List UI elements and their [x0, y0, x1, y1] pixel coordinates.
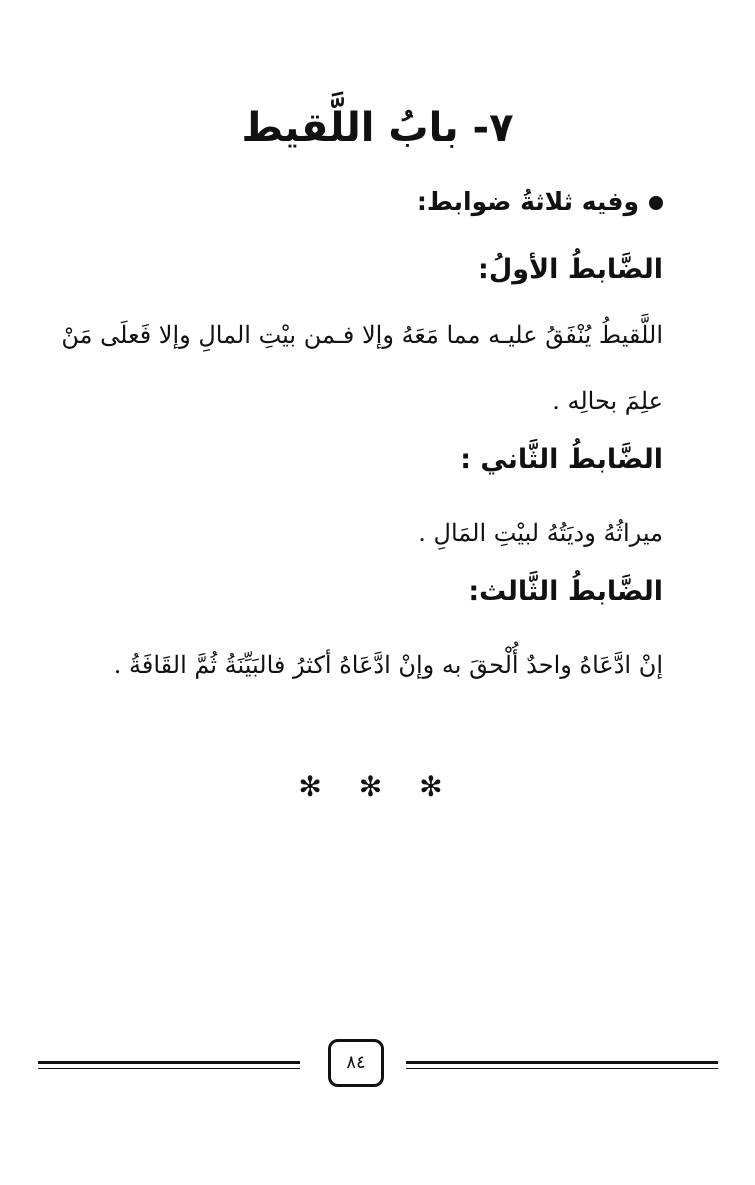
rule-1-heading: الضَّابطُ الأولُ:: [478, 254, 663, 285]
footer-rule-left: [38, 1061, 300, 1069]
page-footer: [38, 1035, 718, 1095]
rule-3-heading: الضَّابطُ الثَّالث:: [468, 576, 663, 607]
intro-text: وفيه ثلاثةُ ضوابط:: [416, 187, 639, 216]
rule-2-line-1: ميراثُهُ وديَتُهُ لبيْتِ المَالِ .: [418, 519, 663, 547]
page-number: ٨٤: [328, 1039, 384, 1087]
rule-1-line-1: اللَّقيطُ يُنْفَقُ عليـه مما مَعَهُ وإلا فـمن بيْتِ المالِ وإلا فَعلَى مَنْ: [61, 321, 663, 349]
rule-3-line-1: إنْ ادَّعَاهُ واحدٌ أُلْحقَ به وإنْ ادَّعَاهُ أكثرُ فالبَيِّنَةُ ثُمَّ القَافَةُ .: [113, 651, 663, 679]
intro-line: [417, 180, 663, 224]
chapter-title: ٧- بابُ اللَّقيط: [241, 105, 514, 151]
rule-2-heading: الضَّابطُ الثَّاني :: [460, 444, 663, 475]
footer-rule-right: [406, 1061, 718, 1069]
section-separator: ✻ ✻ ✻: [298, 770, 457, 803]
bullet-icon: [649, 196, 663, 210]
rule-1-line-2: علِمَ بحالِه .: [552, 387, 663, 415]
